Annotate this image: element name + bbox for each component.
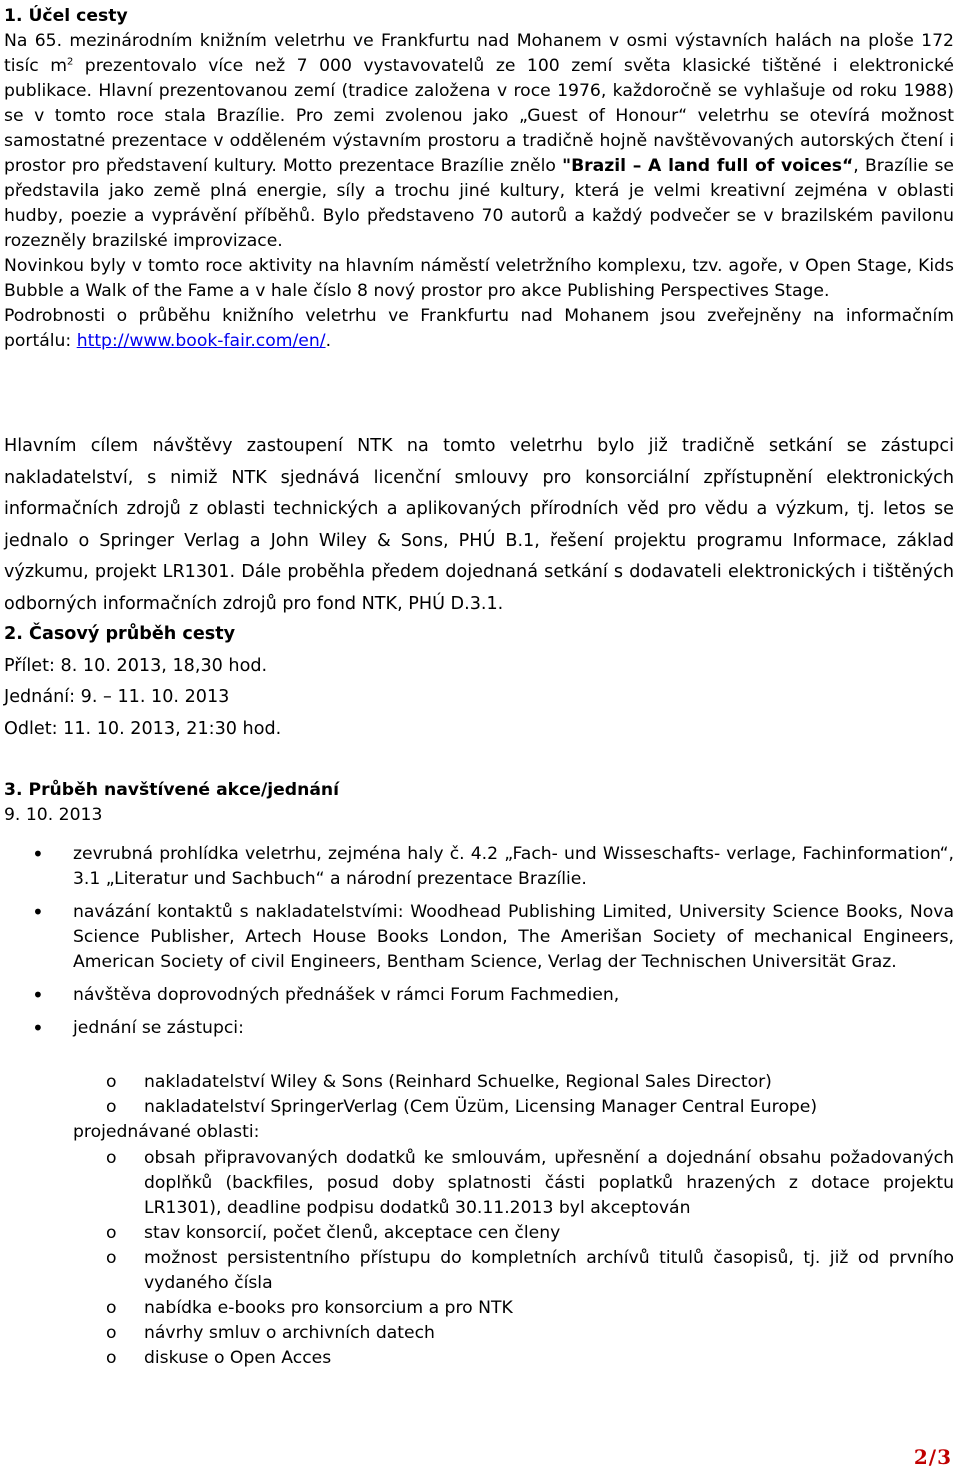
section-3-heading: 3. Průběh navštívené akce/jednání xyxy=(4,780,340,800)
visit-date: 9. 10. 2013 xyxy=(4,805,103,825)
list-item: • zevrubná prohlídka veletrhu, zejména haly č. 4.2 „Fach- und Wisseschafts- verlage, Fachinformation“, 3.1 „Literatur und Sachbuch“ a národní prezentace Brazílie. xyxy=(4,842,954,892)
list-item: o diskuse o Open Acces xyxy=(4,1346,954,1371)
representatives-list xyxy=(4,1070,954,1120)
departure-text: Odlet: 11. 10. 2013, 21:30 hod. xyxy=(4,718,282,739)
page-number: 2/3 xyxy=(913,1445,952,1469)
list-item: o nakladatelství Wiley & Sons (Reinhard Schuelke, Regional Sales Director) xyxy=(4,1070,954,1095)
section-3 xyxy=(4,778,954,828)
list-item: o nabídka e-books pro konsorcium a pro NTK xyxy=(4,1296,954,1321)
arrival-text: Přílet: 8. 10. 2013, 18,30 hod. xyxy=(4,655,268,676)
meetings-text: Jednání: 9. – 11. 10. 2013 xyxy=(4,687,230,707)
list-item: • návštěva doprovodných přednášek v rámci Forum Fachmedien, xyxy=(4,983,954,1008)
list-item: o obsah připravovaných dodatků ke smlouvám, upřesnění a dojednání obsahu požadovaných doplňků (backfiles, posud doby splatnosti části poplatků hrazených z dotace projektu LR1301), deadline podpisu dodatků 30.11.2013 byl akceptován xyxy=(4,1146,954,1221)
areas-label: projednávané oblasti: xyxy=(73,1122,260,1142)
list-item: o možnost persistentního přístupu do kompletních archívů titulů časopisů, tj. již od prvního vydaného čísla xyxy=(4,1246,954,1296)
book-fair-link[interactable]: http://www.book-fair.com/en/ xyxy=(76,331,326,351)
list-item: • jednání se zástupci: xyxy=(4,1016,954,1041)
paragraph-main-goal: Hlavním cílem návštěvy zastoupení NTK na tomto veletrhu bylo již tradičně setkání se zástupci nakladatelství, s nimiž NTK sjednává licenční smlouvy pro konsorciální zpřístupnění elektronických informačních zdrojů z oblasti technických a aplikovaných přírodních věd pro vědu a výzkum, tj. letos se jednalo o Springer Verlag a John Wiley & Sons, PHÚ B.1, řešení projektu programu Informace, základ výzkumu, projekt LR1301. Dále proběhla předem dojednaná setkání s dodavateli elektronických i tištěných odborných informačních zdrojů pro fond NTK, PHÚ D.3.1. xyxy=(4,436,954,614)
paragraph-details: Podrobnosti o průběhu knižního veletrhu ve Frankfurtu nad Mohanem jsou zveřejněny na informačním portálu: http://www.book-fair.com/en/. xyxy=(4,306,954,351)
section-1-goal xyxy=(4,431,954,620)
section-1-heading: 1. Účel cesty xyxy=(4,6,128,26)
motto: "Brazil – A land full of voices“ xyxy=(562,156,854,176)
list-item: o návrhy smluv o archivních datech xyxy=(4,1321,954,1346)
list-item: • navázání kontaktů s nakladatelstvími: Woodhead Publishing Limited, University Science Books, Nova Science Publisher, Artech House Books London, The Amerišan Society of mechanical Engineers, American Society of civil Engineers, Bentham Science, Verlag der Technischen Universität Graz. xyxy=(4,900,954,975)
paragraph-fair-overview: Na 65. mezinárodním knižním veletrhu ve Frankfurtu nad Mohanem v osmi výstavních halách na ploše 172 tisíc $m^2$ prezentovalo více než 7 000 vystavovatelů ze 100 zemí světa klasické tištěné i elektronické publikace. Hlavní prezentovanou zemí (tradice založena v roce 1976, každoročně se vyhlašuje od roku 1988) se v tomto roce stala Brazílie. Pro zemi zvolenou jako „Guest of Honour“ veletrhu se otevírá možnost samostatné prezentace v odděleném výstavním prostoru a tradičně hojně navštěvovaných autorských čtení i prostor pro představení kultury. Motto prezentace Brazílie znělo "Brazil – A land full of voices“, Brazílie se představila jako země plná energie, síly a trochu jiné kultury, která je velmi kreativní zejména v oblasti hudby, poezie a vyprávění příběhů. Bylo představeno 70 autorů a každý podvečer se v brazilském pavilonu rozezněly brazilské improvizace. xyxy=(4,31,954,251)
discussed-areas-list xyxy=(4,1146,954,1371)
paragraph-novelties: Novinkou byly v tomto roce aktivity na hlavním náměstí veletržního komplexu, tzv. agoře, v Open Stage, Kids Bubble a Walk of the Fame a v hale číslo 8 nový prostor pro akce Publishing Perspectives Stage. xyxy=(4,256,954,301)
activity-list xyxy=(4,842,954,1041)
section-2 xyxy=(4,619,954,745)
list-item: o stav konsorcií, počet členů, akceptace cen členy xyxy=(4,1221,954,1246)
list-item: o nakladatelství SpringerVerlag (Cem Üzüm, Licensing Manager Central Europe) xyxy=(4,1095,954,1120)
section-1 xyxy=(4,4,954,354)
section-2-heading: 2. Časový průběh cesty xyxy=(4,624,236,644)
